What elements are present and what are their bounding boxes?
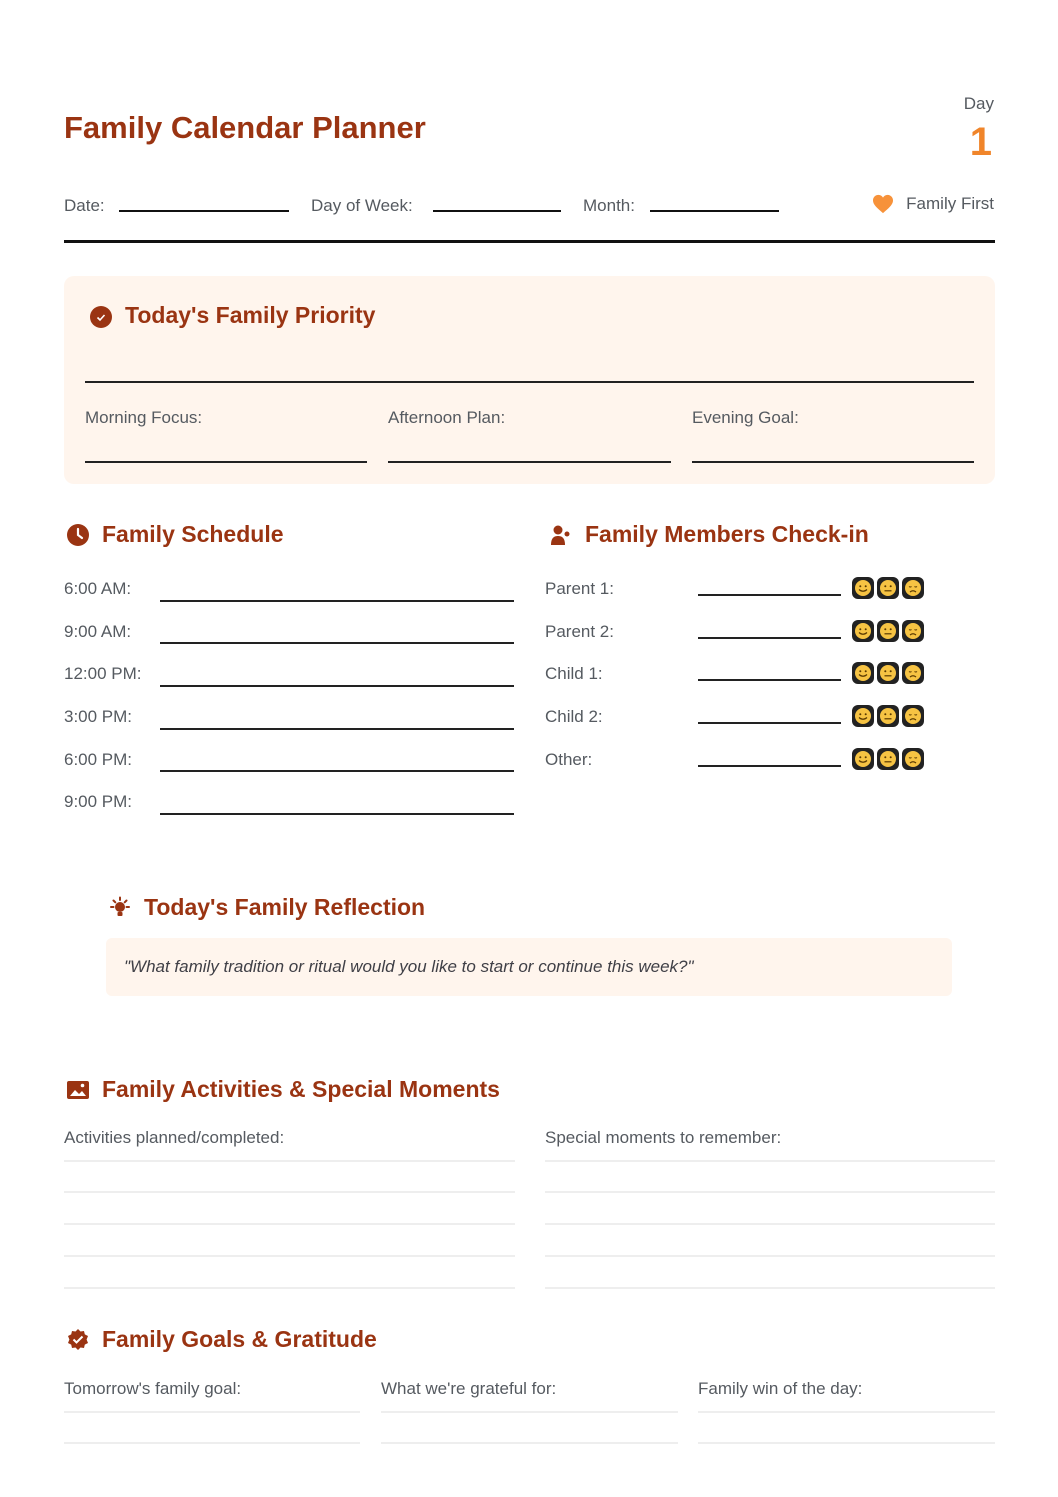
member-label-other: Other: — [545, 750, 593, 769]
evening-goal-field[interactable] — [692, 461, 974, 463]
family-win-label: Family win of the day: — [698, 1379, 863, 1398]
schedule-field-6pm[interactable] — [160, 770, 514, 772]
header-divider — [64, 240, 995, 243]
moments-line[interactable] — [545, 1287, 995, 1289]
time-label-12pm: 12:00 PM: — [64, 664, 142, 683]
check-circle-icon — [89, 304, 113, 328]
reflection-prompt: "What family tradition or ritual would you like to start or continue this week?" — [124, 957, 694, 976]
member-label-parent-2: Parent 2: — [545, 622, 614, 641]
win-line[interactable] — [698, 1442, 995, 1444]
morning-focus-label: Morning Focus: — [85, 408, 203, 427]
reflection-heading — [108, 894, 425, 921]
sad-face-icon[interactable] — [902, 620, 924, 642]
reflection-title: Today's Family Reflection — [144, 894, 426, 920]
user-icon — [549, 523, 573, 547]
day-of-week-field[interactable] — [433, 210, 561, 212]
schedule-field-9pm[interactable] — [160, 813, 514, 815]
goals-title: Family Goals & Gratitude — [102, 1326, 377, 1352]
activities-line[interactable] — [64, 1255, 515, 1257]
moments-line[interactable] — [545, 1191, 995, 1193]
neutral-face-icon[interactable] — [877, 662, 899, 684]
activities-line[interactable] — [64, 1191, 515, 1193]
grateful-for-label: What we're grateful for: — [381, 1379, 557, 1398]
sad-face-icon[interactable] — [902, 748, 924, 770]
time-label-6am: 6:00 AM: — [64, 579, 132, 598]
page-title: Family Calendar Planner — [64, 110, 426, 145]
schedule-title: Family Schedule — [102, 521, 284, 547]
grateful-line[interactable] — [381, 1442, 678, 1444]
checkin-title: Family Members Check-in — [585, 521, 869, 547]
schedule-field-12pm[interactable] — [160, 685, 514, 687]
moments-line[interactable] — [545, 1255, 995, 1257]
happy-face-icon[interactable] — [852, 620, 874, 642]
motto-text: Family First — [906, 194, 994, 213]
tomorrow-goal-label: Tomorrow's family goal: — [64, 1379, 242, 1398]
sad-face-icon[interactable] — [902, 705, 924, 727]
heart-icon — [872, 194, 894, 214]
sad-face-icon[interactable] — [902, 662, 924, 684]
time-label-9pm: 9:00 PM: — [64, 792, 133, 811]
date-field[interactable] — [119, 210, 289, 212]
goal-line[interactable] — [64, 1442, 360, 1444]
member-label-child-2: Child 2: — [545, 707, 603, 726]
badge-check-icon — [66, 1328, 90, 1352]
month-field[interactable] — [650, 210, 779, 212]
grateful-line[interactable] — [381, 1411, 678, 1413]
member-field-child-1[interactable] — [698, 679, 841, 681]
day-of-week-label: Day of Week: — [311, 196, 413, 215]
happy-face-icon[interactable] — [852, 705, 874, 727]
clock-icon — [66, 523, 90, 547]
activities-line[interactable] — [64, 1287, 515, 1289]
priority-heading — [89, 302, 375, 329]
activities-title: Family Activities & Special Moments — [102, 1076, 500, 1102]
schedule-field-9am[interactable] — [160, 642, 514, 644]
happy-face-icon[interactable] — [852, 577, 874, 599]
mood-selector — [852, 577, 924, 599]
family-first-badge — [872, 194, 994, 214]
special-moments-label: Special moments to remember: — [545, 1128, 782, 1147]
moments-line[interactable] — [545, 1160, 995, 1162]
activities-heading — [66, 1076, 500, 1103]
member-field-parent-1[interactable] — [698, 594, 841, 596]
happy-face-icon[interactable] — [852, 662, 874, 684]
day-number: 1 — [969, 120, 992, 164]
activities-planned-label: Activities planned/completed: — [64, 1128, 285, 1147]
neutral-face-icon[interactable] — [877, 620, 899, 642]
happy-face-icon[interactable] — [852, 748, 874, 770]
mood-selector — [852, 620, 924, 642]
mood-selector — [852, 748, 924, 770]
goal-line[interactable] — [64, 1411, 360, 1413]
lightbulb-icon — [108, 896, 132, 920]
afternoon-plan-label: Afternoon Plan: — [388, 408, 506, 427]
time-label-6pm: 6:00 PM: — [64, 750, 133, 769]
priority-field[interactable] — [85, 381, 974, 383]
goals-heading — [66, 1326, 377, 1353]
afternoon-plan-field[interactable] — [388, 461, 671, 463]
member-field-other[interactable] — [698, 765, 841, 767]
priority-title: Today's Family Priority — [125, 302, 376, 328]
neutral-face-icon[interactable] — [877, 705, 899, 727]
checkin-heading — [549, 521, 869, 548]
evening-goal-label: Evening Goal: — [692, 408, 799, 427]
mood-selector — [852, 705, 924, 727]
schedule-field-6am[interactable] — [160, 600, 514, 602]
schedule-field-3pm[interactable] — [160, 728, 514, 730]
morning-focus-field[interactable] — [85, 461, 367, 463]
schedule-heading — [66, 521, 284, 548]
moments-line[interactable] — [545, 1223, 995, 1225]
neutral-face-icon[interactable] — [877, 577, 899, 599]
time-label-9am: 9:00 AM: — [64, 622, 132, 641]
activities-line[interactable] — [64, 1223, 515, 1225]
day-label: Day — [963, 94, 994, 113]
date-label: Date: — [64, 196, 105, 215]
activities-line[interactable] — [64, 1160, 515, 1162]
member-field-child-2[interactable] — [698, 722, 841, 724]
image-icon — [66, 1078, 90, 1102]
win-line[interactable] — [698, 1411, 995, 1413]
member-label-parent-1: Parent 1: — [545, 579, 614, 598]
neutral-face-icon[interactable] — [877, 748, 899, 770]
member-label-child-1: Child 1: — [545, 664, 603, 683]
member-field-parent-2[interactable] — [698, 637, 841, 639]
month-label: Month: — [583, 196, 635, 215]
sad-face-icon[interactable] — [902, 577, 924, 599]
time-label-3pm: 3:00 PM: — [64, 707, 133, 726]
mood-selector — [852, 662, 924, 684]
